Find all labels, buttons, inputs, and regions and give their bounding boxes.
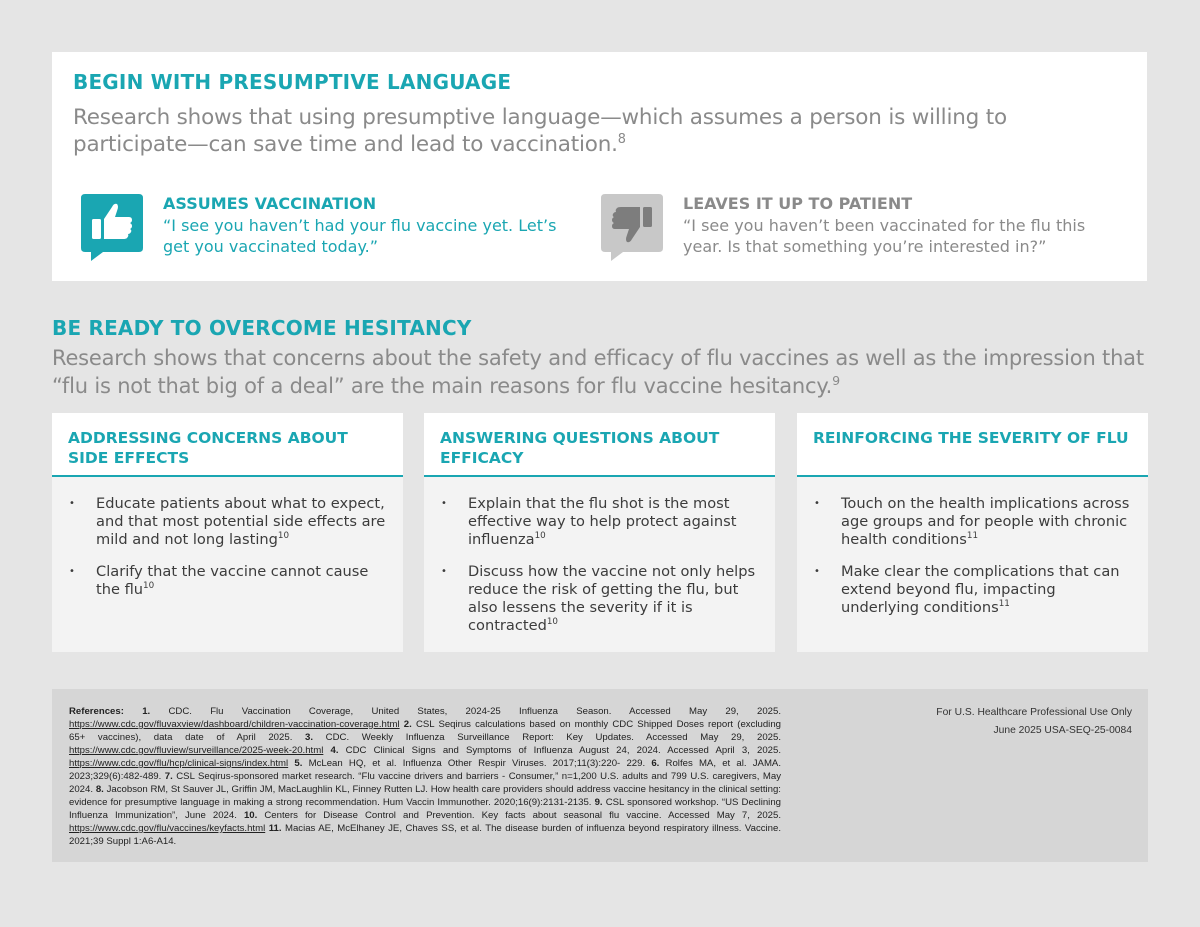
reference-link[interactable]: https://www.cdc.gov/flu/hcp/clinical-signs/index.html	[69, 758, 289, 769]
list-item: • Make clear the complications that can extend beyond flu, impacting underlying conditions$^{11}$	[841, 563, 1132, 617]
card-severity	[797, 413, 1148, 652]
card-efficacy	[424, 413, 775, 652]
leaves-it-up-quote: “I see you haven’t been vaccinated for the flu this year. Is that something you’re interested in?”	[683, 216, 1086, 256]
assumes-vaccination-quote: “I see you haven’t had your flu vaccine yet. Let’s get you vaccinated today.”	[163, 216, 557, 256]
reference-link[interactable]: https://www.cdc.gov/fluview/surveillance/2025-week-20.html	[69, 745, 324, 756]
reference-number: 9.	[594, 797, 603, 808]
reference-text: Jacobson RM, St Sauver JL, Griffin JM, MacLaughlin KL, Finney Rutten LJ. How health care providers should address vaccine hesitancy in the clinical setting: evidence for presumptive language in making a strong recommendation. Hum Vaccin Immunother. 2020;16(9):2131-2135.	[69, 784, 781, 808]
list-item: • Discuss how the vaccine not only helps reduce the risk of getting the flu, but also lessens the severity if it is contracted$^{10}$	[468, 563, 759, 635]
presumptive-language-card	[52, 52, 1147, 281]
reference-number: 2.	[403, 719, 412, 730]
thumbs-up-icon	[79, 192, 145, 262]
card-list	[52, 495, 403, 599]
reference-text: Macias AE, McElhaney JE, Chaves SS, et al. The disease burden of influenza beyond respiratory illness. Vaccine. 2021;39 Suppl 1:A6-A14.	[69, 823, 781, 847]
reference-number: 8.	[95, 784, 104, 795]
leaves-it-up-title: LEAVES IT UP TO PATIENT	[683, 194, 913, 213]
card-title: ADDRESSING CONCERNS ABOUT SIDE EFFECTS	[68, 429, 348, 467]
reference-text: CDC Clinical Signs and Symptoms of Influenza August 24, 2024. Accessed April 3, 2025.	[338, 745, 781, 756]
reference-number: 3.	[305, 732, 314, 743]
references-panel	[52, 689, 1148, 862]
list-item: • Touch on the health implications across age groups and for people with chronic health conditions$^{11}$	[841, 495, 1132, 549]
references-label: References:	[69, 706, 124, 717]
list-item: • Educate patients about what to expect, and that most potential side effects are mild and not long lasting$^{10}$	[96, 495, 387, 549]
usage-note: For U.S. Healthcare Professional Use Only	[936, 707, 1132, 718]
reference-number: 1.	[142, 706, 151, 717]
reference-text: CSL sponsored workshop. “US Declining Influenza Immunization”, June 2024.	[69, 797, 781, 821]
reference-link[interactable]: https://www.cdc.gov/fluvaxview/dashboard/children-vaccination-coverage.html	[69, 719, 400, 730]
reference-text: CSL Seqirus calculations based on monthly CDC Shipped Doses report (excluding 65+ vaccines), data date of April 2025.	[69, 719, 781, 743]
reference-number: 5.	[294, 758, 303, 769]
job-code: June 2025 USA-SEQ-25-0084	[993, 725, 1132, 736]
reference-number: 6.	[651, 758, 660, 769]
language-comparison	[79, 192, 1127, 264]
reference-text: McLean HQ, et al. Influenza Other Respir Viruses. 2017;11(3):220- 229.	[302, 758, 652, 769]
card-side-effects	[52, 413, 403, 652]
card-list	[797, 495, 1148, 617]
thumbs-down-icon	[599, 192, 665, 262]
presumptive-lead: Research shows that using presumptive language—which assumes a person is willing to participate—can save time and lead to vaccination.$^8$	[73, 105, 1007, 157]
presumptive-title: BEGIN WITH PRESUMPTIVE LANGUAGE	[73, 70, 512, 94]
reference-text: Rolfes MA, et al. JAMA. 2023;329(6):482-489.	[69, 758, 781, 782]
leaves-it-up-example	[599, 192, 1119, 264]
references-text	[69, 705, 781, 848]
card-title: ANSWERING QUESTIONS ABOUT EFFICACY	[440, 429, 720, 467]
card-list	[424, 495, 775, 635]
hesitancy-lead: Research shows that concerns about the safety and efficacy of flu vaccines as well as the impression that “flu is not that big of a deal” are the main reasons for flu vaccine hesitancy.$^9$	[52, 346, 1144, 398]
hesitancy-title: BE READY TO OVERCOME HESITANCY	[52, 316, 472, 340]
reference-number: 7.	[164, 771, 173, 782]
reference-text: CDC. Flu Vaccination Coverage, United States, 2024-25 Influenza Season. Accessed May 29, 2025.	[150, 706, 781, 717]
reference-link[interactable]: https://www.cdc.gov/flu/vaccines/keyfacts.html	[69, 823, 266, 834]
reference-number: 10.	[243, 810, 258, 821]
hesitancy-lead-ref: 9	[832, 373, 840, 388]
presumptive-lead-ref: 8	[617, 131, 626, 147]
references-meta	[936, 706, 1132, 742]
assumes-vaccination-example	[79, 192, 579, 264]
reference-text: Centers for Disease Control and Prevention. Key facts about seasonal flu vaccine. Accessed May 7, 2025.	[257, 810, 781, 821]
reference-number: 11.	[268, 823, 282, 834]
list-item: • Clarify that the vaccine cannot cause the flu$^{10}$	[96, 563, 387, 599]
reference-text: CDC. Weekly Influenza Surveillance Report: Key Updates. Accessed May 29, 2025.	[313, 732, 781, 743]
strategy-cards	[52, 413, 1148, 652]
reference-text: CSL Seqirus-sponsored market research. “Flu vaccine drivers and barriers - Consumer,” n=1,200 U.S. adults and 799 U.S. caregivers, May 2024.	[69, 771, 781, 795]
assumes-vaccination-title: ASSUMES VACCINATION	[163, 194, 377, 213]
list-item: • Explain that the flu shot is the most effective way to help protect against influenza$^{10}$	[468, 495, 759, 549]
hesitancy-section	[52, 316, 1152, 400]
card-title: REINFORCING THE SEVERITY OF FLU	[813, 429, 1129, 447]
reference-number: 4.	[330, 745, 339, 756]
